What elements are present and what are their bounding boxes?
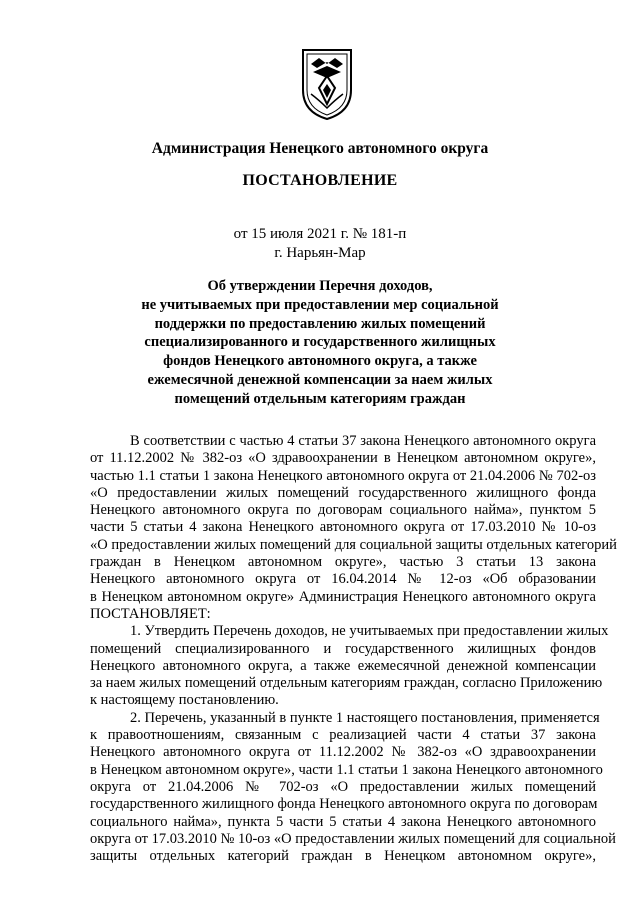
body-line: к настоящему постановлению. bbox=[90, 692, 279, 709]
title-line: поддержки по предоставлению жилых помещений bbox=[154, 315, 486, 332]
coat-of-arms-icon bbox=[297, 46, 357, 122]
body-line: ПОСТАНОВЛЯЕТ: bbox=[90, 605, 211, 622]
body-line: от 11.12.2002 № 382-оз «О здравоохранении в Ненецком автономном округе», bbox=[90, 450, 596, 467]
body-line: «О предоставлении жилых помещений государственного жилищного фонда bbox=[90, 484, 596, 501]
body-line: Ненецкого автономного округа, а также ежемесячной денежной компенсации bbox=[90, 657, 596, 674]
document-type: ПОСТАНОВЛЕНИЕ bbox=[242, 172, 398, 189]
body-line: части 5 статьи 4 закона Ненецкого автономного округа от 17.03.2010 № 10-оз bbox=[90, 519, 596, 536]
body-line: Ненецкого автономного округа от 16.04.2014 № 12-оз «Об образовании bbox=[90, 571, 596, 588]
title-line: не учитываемых при предоставлении мер социальной bbox=[141, 296, 499, 313]
body-line: в Ненецком автономном округе» Администрация Ненецкого автономного округа bbox=[90, 588, 596, 605]
body-line: защиты отдельных категорий граждан в Ненецком автономном округе», bbox=[90, 848, 596, 865]
title-line: специализированного и государственного жилищных bbox=[144, 334, 496, 351]
city: г. Нарьян-Мар bbox=[274, 245, 366, 261]
body-line: за наем жилых помещений отдельным категориям граждан, согласно Приложению bbox=[90, 675, 603, 692]
body-line: Ненецкого автономного округа по договорам социального найма», пунктом 5 bbox=[90, 502, 596, 519]
title-line: ежемесячной денежной компенсации за наем жилых bbox=[147, 371, 493, 388]
body-line: В соответствии с частью 4 статьи 37 закона Ненецкого автономного округа bbox=[130, 433, 596, 449]
body-line: 1. Утвердить Перечень доходов, не учитываемых при предоставлении жилых bbox=[130, 623, 609, 640]
body-line: округа от 21.04.2006 № 702-оз «О предоставлении жилых помещений bbox=[90, 778, 596, 795]
body-line: к правоотношениям, связанным с реализацией части 4 статьи 37 закона bbox=[90, 727, 596, 744]
document-title bbox=[90, 277, 550, 409]
body-line: «О предоставлении жилых помещений для социальной защиты отдельных категорий bbox=[90, 536, 617, 553]
body-line: частью 1.1 статьи 1 закона Ненецкого автономного округа от 21.04.2006 № 702-оз bbox=[90, 467, 596, 484]
organization-name: Администрация Ненецкого автономного округа bbox=[151, 140, 489, 157]
body-line: 2. Перечень, указанный в пункте 1 настоящего постановления, применяется bbox=[130, 709, 600, 726]
body-line: помещений специализированного и государственного жилищных фондов bbox=[90, 640, 596, 657]
title-line: Об утверждении Перечня доходов, bbox=[207, 278, 433, 294]
date-number: от 15 июля 2021 г. № 181-п bbox=[233, 226, 407, 242]
body-line: округа от 17.03.2010 № 10-оз «О предоставлении жилых помещений для социальной bbox=[90, 830, 616, 847]
document-body bbox=[90, 433, 617, 865]
body-line: Ненецкого автономного округа от 11.12.2002 № 382-оз «О здравоохранении bbox=[90, 744, 596, 761]
body-line: социального найма», пункта 5 части 5 статьи 4 закона Ненецкого автономного bbox=[90, 813, 596, 830]
body-line: государственного жилищного фонда Ненецкого автономного округа по договорам bbox=[90, 796, 598, 813]
title-line: помещений отдельным категориям граждан bbox=[174, 390, 466, 407]
body-line: в Ненецком автономном округе», части 1.1 статьи 1 закона Ненецкого автономного bbox=[90, 761, 603, 778]
body-line: граждан в Ненецком автономном округе», частью 3 статьи 13 закона bbox=[90, 554, 596, 571]
title-line: фондов Ненецкого автономного округа, а также bbox=[163, 353, 477, 370]
